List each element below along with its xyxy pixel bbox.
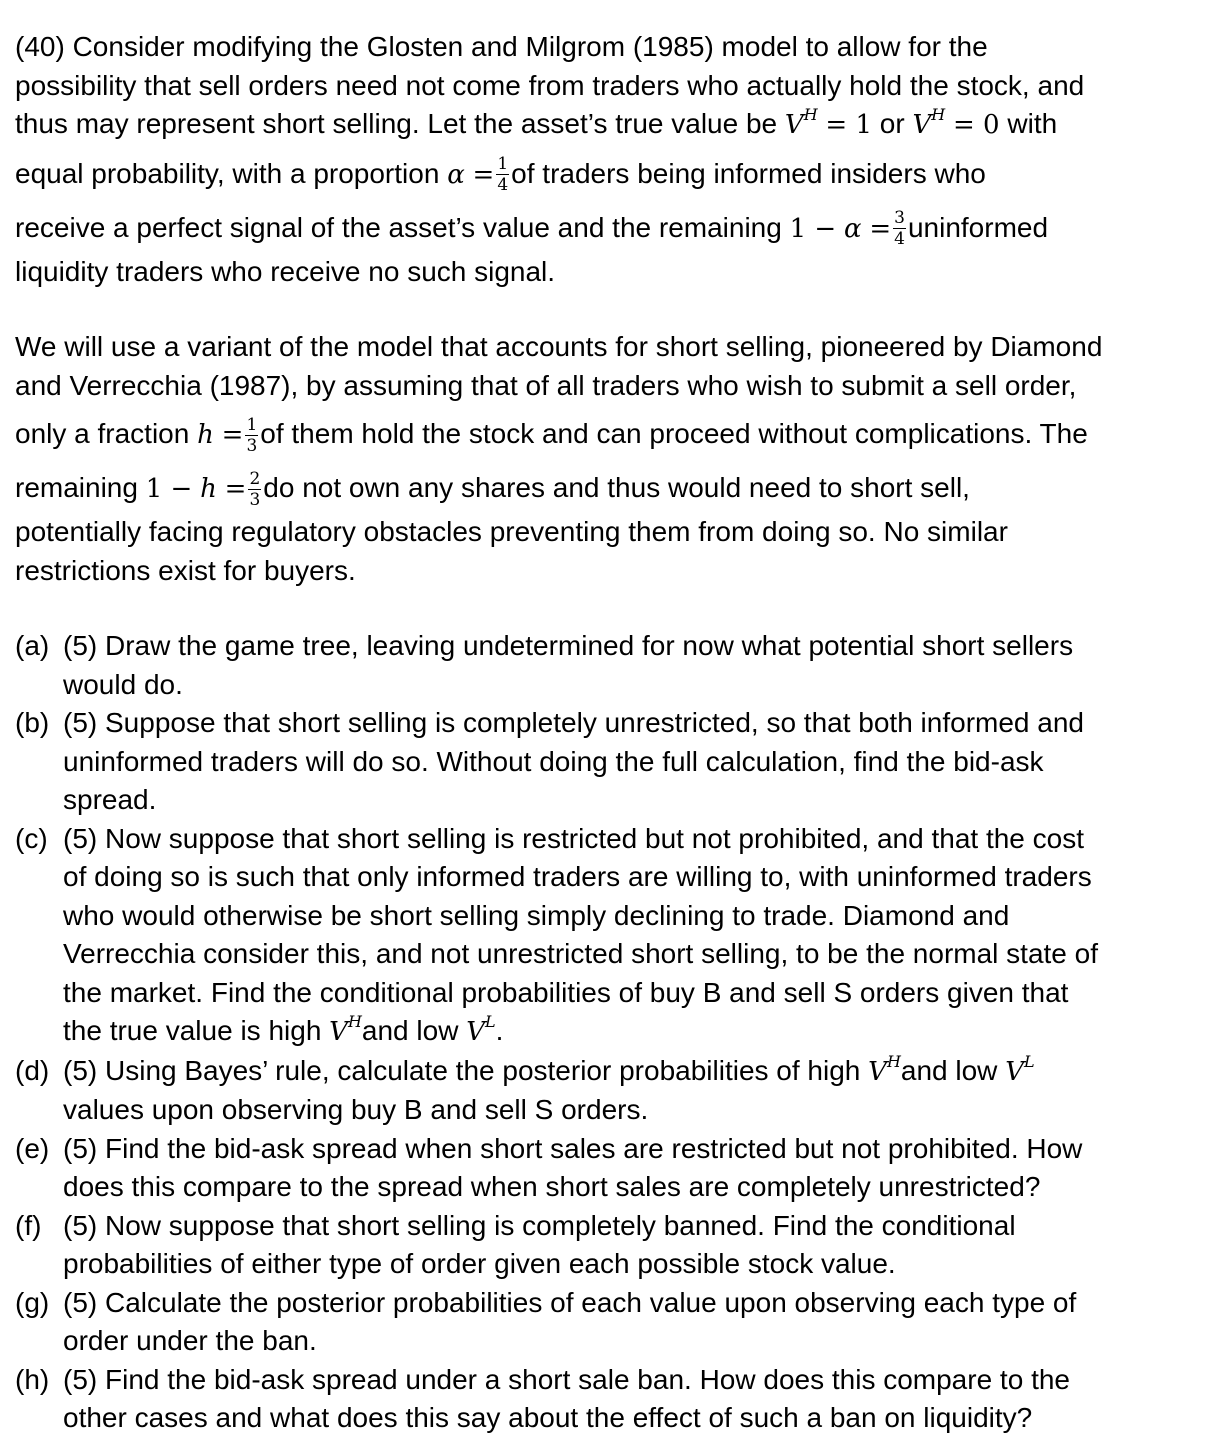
part-e: (e) (5) Find the bid-ask spread when short sales are restricted but not prohibited. How does this compare to the spread when short sales are completely unrestricted? xyxy=(15,1130,1210,1207)
part-label: (f) xyxy=(15,1209,42,1241)
intro-line-5: receive a perfect signal of the asset’s value and the remaining 1 − α = $\frac{3}{4}$ uninformed xyxy=(15,208,1049,250)
part-h: (h) (5) Find the bid-ask spread under a short sale ban. How does this compare to the other cases and what does this say about the effect of such a ban on liquidity? xyxy=(15,1361,1210,1438)
variant-line-1: We will use a variant of the model that accounts for short selling, pioneered by Diamond xyxy=(15,331,1103,362)
intro-line-6: liquidity traders who receive no such signal. xyxy=(15,255,556,287)
part-label: (b) xyxy=(15,707,50,738)
fraction-one-third: $\frac{1}{3}$ xyxy=(246,414,258,456)
intro-line-1: (40) Consider modifying the Glosten and Milgrom (1985) model to allow for the xyxy=(15,31,988,62)
part-label: (c) xyxy=(15,822,48,854)
part-a: (a) (5) Draw the game tree, leaving undetermined for now what potential short sellers would do. xyxy=(15,627,1210,704)
part-label: (g) xyxy=(15,1286,50,1318)
part-label: (a) xyxy=(15,630,50,661)
variant-line-5: potentially facing regulatory obstacles preventing them from doing so. No similar xyxy=(15,516,1008,547)
variant-paragraph xyxy=(15,328,1210,590)
intro-line-2: possibility that sell orders need not come from traders who actually hold the stock, and xyxy=(15,69,1085,101)
variant-line-6: restrictions exist for buyers. xyxy=(15,554,356,586)
variant-line-3: only a fraction h = $\frac{1}{3}$ of them hold the stock and can proceed without complications. The xyxy=(15,414,1088,456)
fraction-one-quarter: $\frac{1}{4}$ xyxy=(497,154,509,196)
part-c: (c) (5) Now suppose that short selling is restricted but not prohibited, and that the cost of doing so is such that only informed traders are willing to, with uninformed traders who would otherwise be short selling simply declining to trade. Diamond and Verrecchia consider this, and not unrestricted short selling, to be the normal state of the market. Find the conditional probabilities of buy B and sell S orders given that the true value is high $V^Hand$ low $V^L$. xyxy=(15,820,1210,1052)
part-label: (d) xyxy=(15,1054,50,1086)
part-label: (h) xyxy=(15,1363,50,1395)
variant-line-4: remaining 1 − h = $\frac{2}{3}$ do not own any shares and thus would need to short sell, xyxy=(15,468,970,510)
part-f: (f) (5) Now suppose that short selling is completely banned. Find the conditional probabilities of either type of order given each possible stock value. xyxy=(15,1207,1210,1284)
variant-line-2: and Verrecchia (1987), by assuming that of all traders who wish to submit a sell order, xyxy=(15,369,1077,401)
intro-paragraph xyxy=(15,28,1210,291)
part-d: (d) (5) Using Bayes’ rule, calculate the posterior probabilities of high $V^Hand$ low $V^L$ values upon observing buy B and sell S orders. xyxy=(15,1052,1210,1130)
document xyxy=(15,28,1210,1438)
part-label: (e) xyxy=(15,1132,50,1164)
fraction-two-thirds: $\frac{2}{3}$ xyxy=(249,468,261,510)
part-b: (b) (5) Suppose that short selling is completely unrestricted, so that both informed and uninformed traders will do so. Without doing the full calculation, find the bid-ask spread. xyxy=(15,704,1210,820)
intro-line-4: equal probability, with a proportion α = $\frac{1}{4}$ of traders being informed insiders who xyxy=(15,154,986,196)
fraction-three-quarters: $\frac{3}{4}$ xyxy=(894,208,905,250)
question-parts xyxy=(15,627,1210,1438)
intro-line-3: thus may represent short selling. Let the asset’s true value be $V^H = 1$ or $V^H = 0$ with xyxy=(15,105,1058,140)
part-g: (g) (5) Calculate the posterior probabilities of each value upon observing each type of order under the ban. xyxy=(15,1284,1210,1361)
